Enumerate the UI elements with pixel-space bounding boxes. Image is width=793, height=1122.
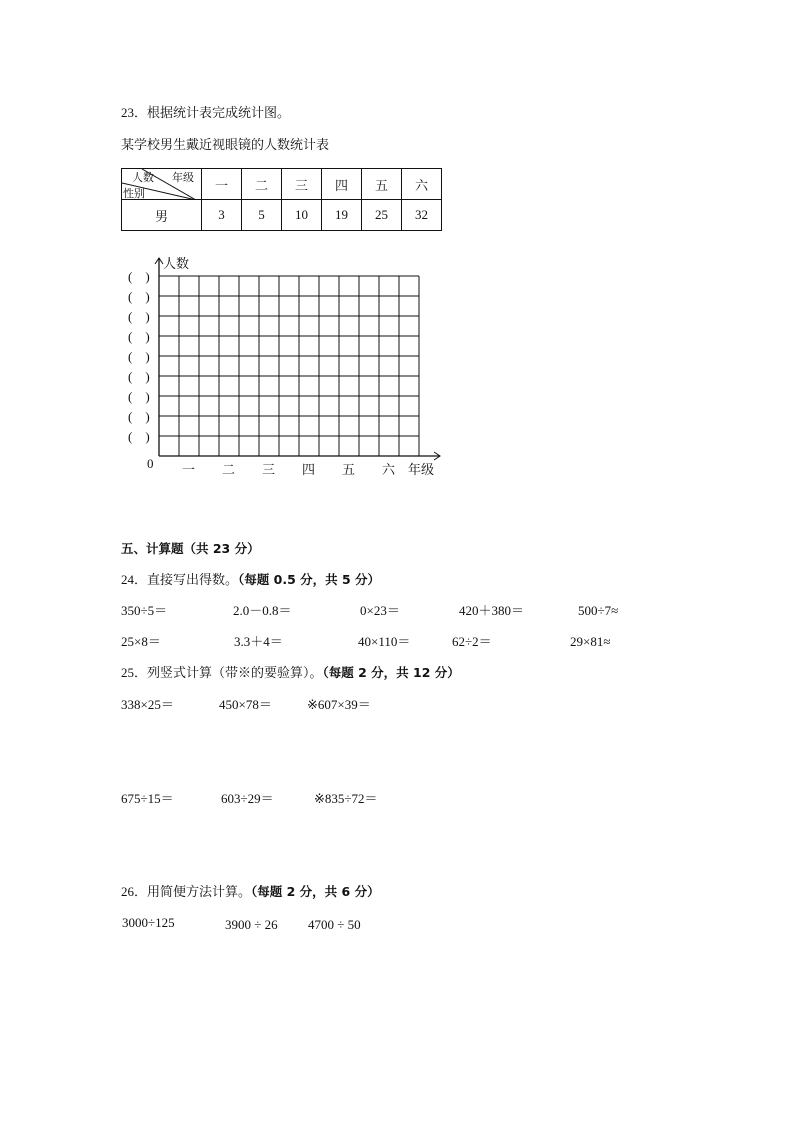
row-label: 男 xyxy=(122,200,202,231)
q23-title: 23．根据统计表完成统计图。 xyxy=(121,105,291,120)
corner-gender: 性别 xyxy=(123,188,145,200)
q25-item: 603÷29＝ xyxy=(221,791,274,806)
y-axis-label: 人数 xyxy=(163,256,190,271)
q24-item: 3.3＋4＝ xyxy=(234,634,283,649)
q26-item: 3900 ÷ 26 xyxy=(225,917,278,932)
y-tick-blank: ( ) xyxy=(128,409,150,424)
q24-item: 500÷7≈ xyxy=(578,603,619,618)
y-tick-blank: ( ) xyxy=(128,349,150,364)
q25-item: ※607×39＝ xyxy=(307,697,371,712)
section-title: 五、计算题（共 23 分） xyxy=(121,541,260,556)
blank-bar-graph xyxy=(0,0,793,500)
corner-people: 人数 xyxy=(132,172,154,184)
q24-heading xyxy=(121,572,380,588)
q26-item: 3000÷125 xyxy=(122,915,175,930)
y-tick-blank: ( ) xyxy=(128,329,150,344)
y-tick-blank: ( ) xyxy=(128,389,150,404)
q25-item: 338×25＝ xyxy=(121,697,174,712)
q24-item: 29×81≈ xyxy=(570,634,611,649)
q24-item: 40×110＝ xyxy=(358,634,411,649)
q25-points: （每题 2 分，共 12 分） xyxy=(322,665,460,680)
q26-points: （每题 2 分，共 6 分） xyxy=(251,884,380,899)
value-cell: 3 xyxy=(202,200,242,231)
q25-item: ※835÷72＝ xyxy=(314,791,378,806)
grade-header: 四 xyxy=(322,169,362,200)
x-tick-label: 三 xyxy=(262,462,276,477)
q26-title: 26．用简便方法计算。 xyxy=(121,884,252,899)
q24-title: 24．直接写出得数。 xyxy=(121,572,239,587)
origin-label: 0 xyxy=(147,456,154,471)
x-axis-label: 年级 xyxy=(408,462,435,477)
table-title: 某学校男生戴近视眼镜的人数统计表 xyxy=(121,137,330,152)
x-tick-label: 二 xyxy=(222,462,236,477)
value-cell: 32 xyxy=(402,200,442,231)
y-tick-blank: ( ) xyxy=(128,289,150,304)
y-tick-blank: ( ) xyxy=(128,429,150,444)
q24-item: 62÷2＝ xyxy=(452,634,492,649)
value-cell: 5 xyxy=(242,200,282,231)
q24-item: 2.0－0.8＝ xyxy=(233,603,292,618)
grade-header: 六 xyxy=(402,169,442,200)
q24-item: 0×23＝ xyxy=(360,603,400,618)
x-tick-label: 四 xyxy=(302,462,316,477)
q25-item: 450×78＝ xyxy=(219,697,272,712)
q25-title: 25．列竖式计算（带※的要验算）。 xyxy=(121,665,323,680)
q24-points: （每题 0.5 分，共 5 分） xyxy=(238,572,381,587)
q24-item: 420＋380＝ xyxy=(459,603,525,618)
corner-grade: 年级 xyxy=(172,172,194,184)
value-cell: 19 xyxy=(322,200,362,231)
value-cell: 25 xyxy=(362,200,402,231)
x-tick-label: 六 xyxy=(382,462,396,477)
grade-header: 二 xyxy=(242,169,282,200)
x-tick-label: 一 xyxy=(182,462,196,477)
q25-heading xyxy=(121,665,460,681)
y-tick-blank: ( ) xyxy=(128,369,150,384)
q26-heading xyxy=(121,884,380,900)
grade-header: 五 xyxy=(362,169,402,200)
q24-item: 25×8＝ xyxy=(121,634,161,649)
grade-header: 一 xyxy=(202,169,242,200)
q25-item: 675÷15＝ xyxy=(121,791,174,806)
graph-grid xyxy=(155,258,440,460)
y-tick-blank: ( ) xyxy=(128,309,150,324)
q26-item: 4700 ÷ 50 xyxy=(308,917,361,932)
q24-item: 350÷5＝ xyxy=(121,603,168,618)
grade-header: 三 xyxy=(282,169,322,200)
x-tick-label: 五 xyxy=(342,462,356,477)
value-cell: 10 xyxy=(282,200,322,231)
y-tick-blank: ( ) xyxy=(128,269,150,284)
